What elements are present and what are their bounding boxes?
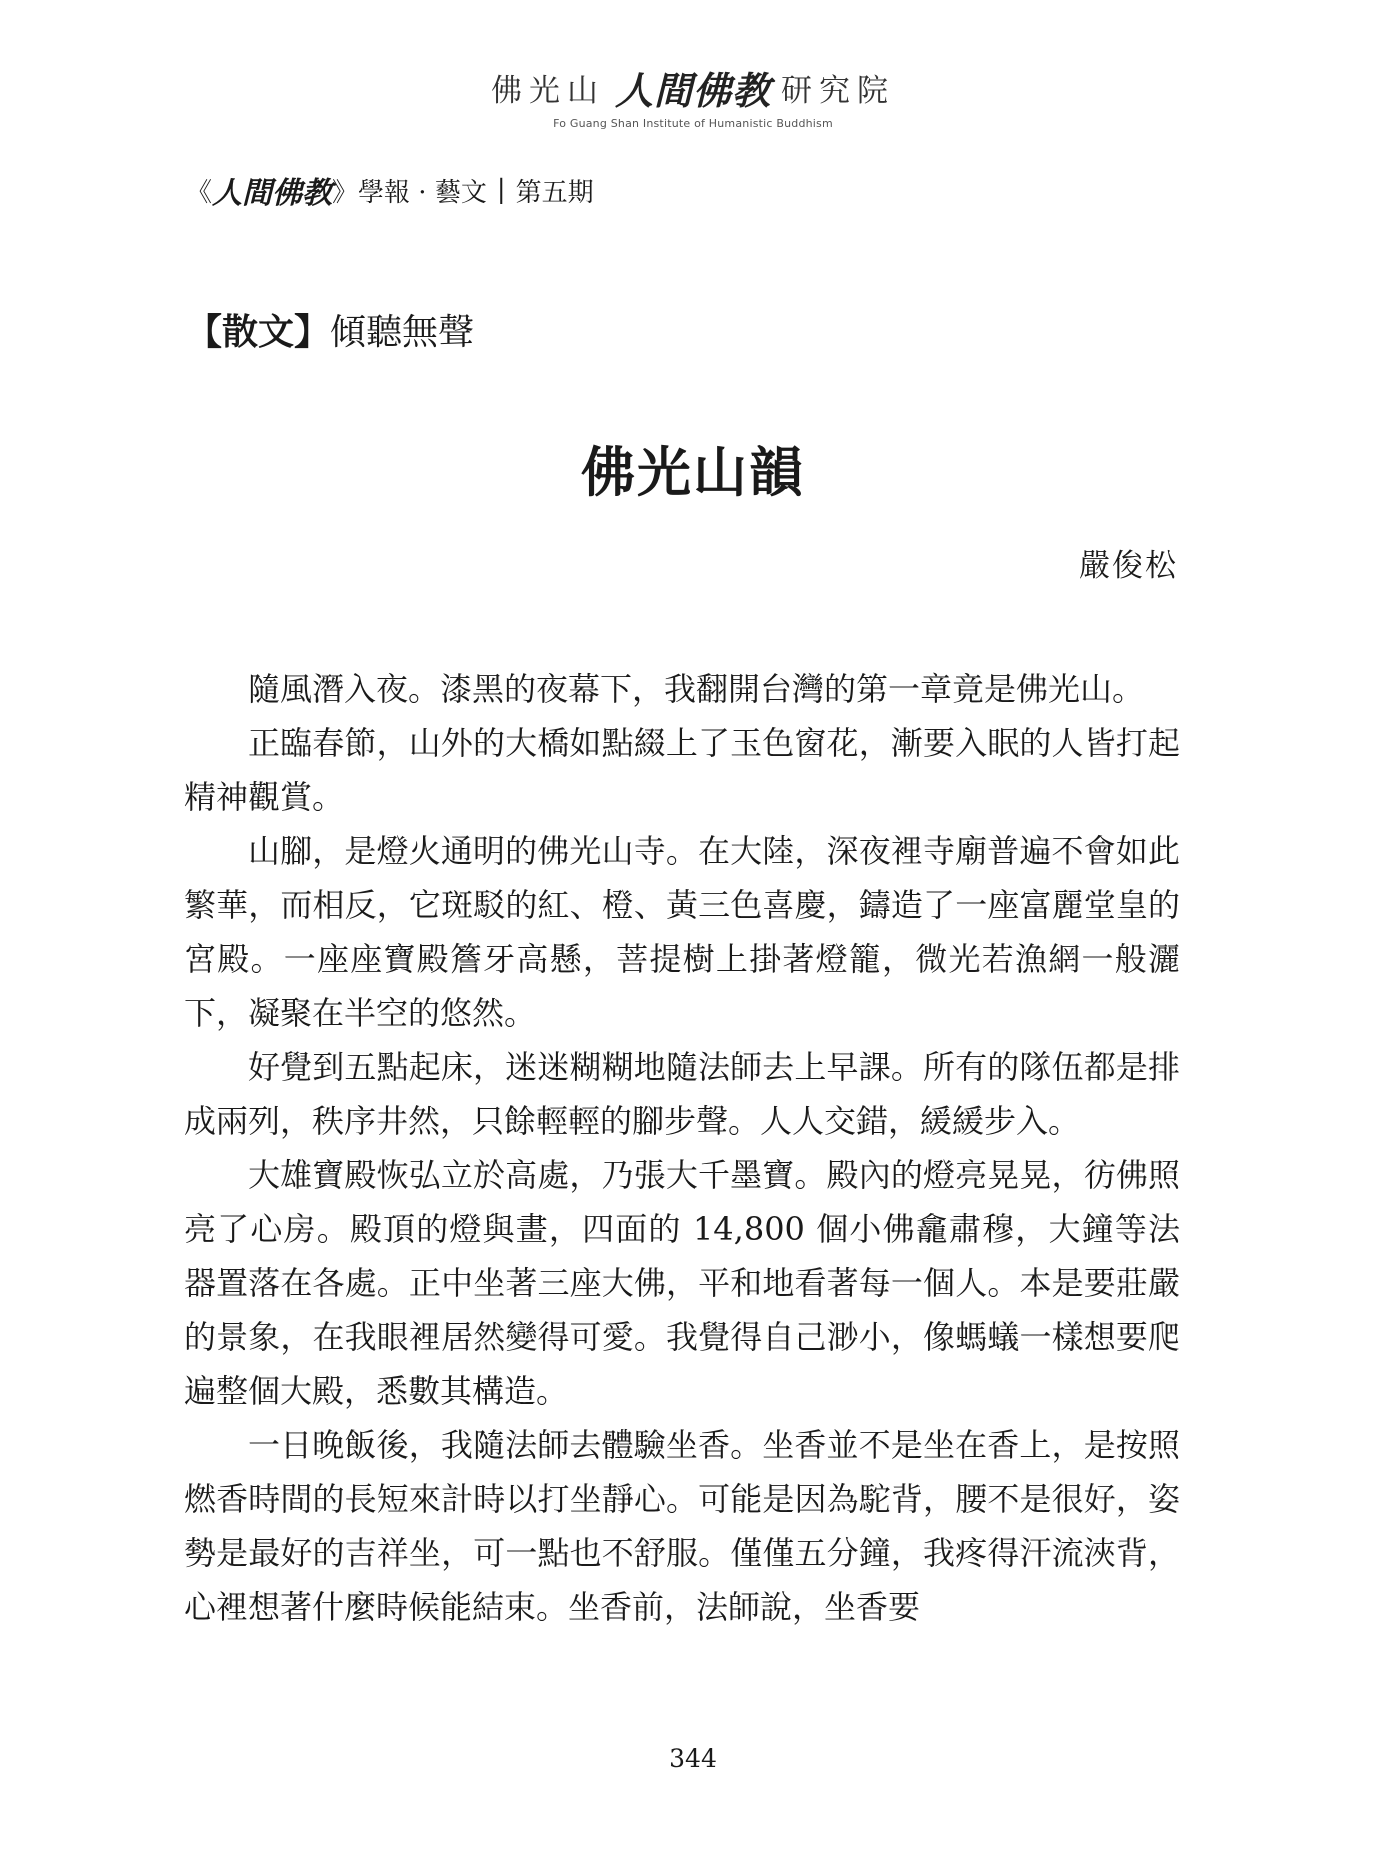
journal-issue: 第五期 bbox=[515, 177, 594, 208]
institute-name bbox=[491, 60, 895, 115]
journal-name: 學報 · 藝文 bbox=[358, 177, 487, 208]
journal-open-bracket: 《 bbox=[186, 177, 213, 208]
paragraph: 山腳，是燈火通明的佛光山寺。在大陸，深夜裡寺廟普遍不會如此繁華，而相反，它斑駁的紅、橙、黃三色喜慶，鑄造了一座富麗堂皇的宮殿。一座座寶殿簷牙高懸，菩提樹上掛著燈籠，微光若漁網一般灑下，凝聚在半空的悠然。 bbox=[184, 832, 1180, 1032]
paragraph: 大雄寶殿恢弘立於高處，乃張大千墨寶。殿內的燈亮晃晃，彷佛照亮了心房。殿頂的燈與畫，四面的 14,800 個小佛龕肅穆，大鐘等法器置落在各處。正中坐著三座大佛，平和地看著每一個人。本是要莊嚴的景象，在我眼裡居然變得可愛。我覺得自己渺小，像螞蟻一樣想要爬遍整個大殿，悉數其構造。 bbox=[184, 1156, 1180, 1410]
paragraph: 正臨春節，山外的大橋如點綴上了玉色窗花，漸要入眠的人皆打起精神觀賞。 bbox=[184, 724, 1180, 816]
paragraph: 好覺到五點起床，迷迷糊糊地隨法師去上早課。所有的隊伍都是排成兩列，秩序井然，只餘輕輕的腳步聲。人人交錯，緩緩步入。 bbox=[184, 1048, 1180, 1140]
journal-running-head bbox=[186, 168, 594, 212]
journal-logo-text: 人間佛教 bbox=[212, 176, 333, 211]
institute-prefix: 佛光山 bbox=[490, 73, 605, 109]
article-title: 佛光山韻 bbox=[581, 440, 805, 504]
article-body bbox=[184, 662, 1180, 1634]
institute-logo-text: 人間佛教 bbox=[614, 68, 771, 113]
article-author: 嚴俊松 bbox=[1079, 548, 1178, 584]
journal-close-bracket: 》 bbox=[332, 177, 359, 208]
institute-suffix: 研究院 bbox=[781, 73, 895, 109]
section-column: 傾聽無聲 bbox=[330, 312, 475, 353]
paragraph: 一日晚飯後，我隨法師去體驗坐香。坐香並不是坐在香上，是按照燃香時間的長短來計時以打坐靜心。可能是因為駝背，腰不是很好，姿勢是最好的吉祥坐，可一點也不舒服。僅僅五分鐘，我疼得汗流浹背，心裡想著什麼時候能結束。坐香前，法師說，坐香要 bbox=[184, 1426, 1180, 1626]
institute-english-name: Fo Guang Shan Institute of Humanistic Buddhism bbox=[553, 117, 833, 130]
section-category: 【散文】 bbox=[186, 311, 331, 353]
page-number: 344 bbox=[669, 1744, 717, 1773]
paragraph: 隨風潛入夜。漆黑的夜幕下，我翻開台灣的第一章竟是佛光山。 bbox=[248, 670, 1145, 708]
institute-header bbox=[0, 60, 1386, 130]
journal-separator: | bbox=[496, 175, 506, 205]
section-heading bbox=[186, 304, 474, 355]
